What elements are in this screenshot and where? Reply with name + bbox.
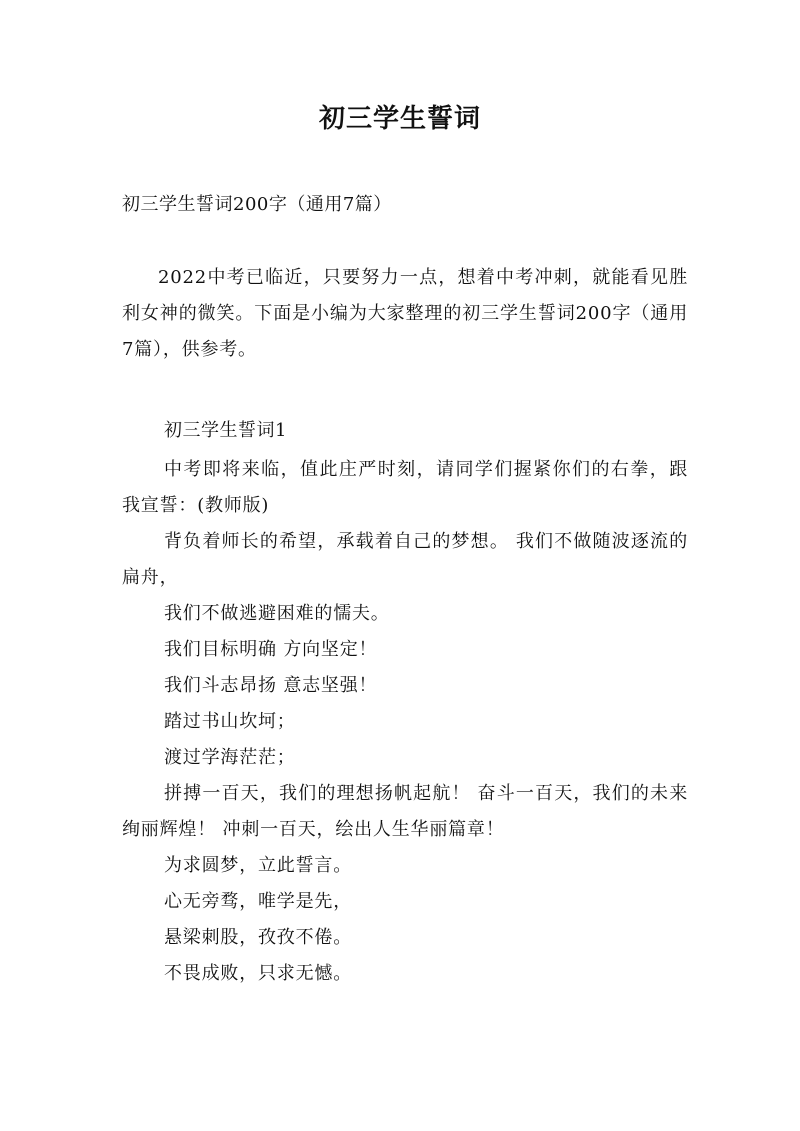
oath-paragraph: 渡过学海茫茫； xyxy=(164,747,296,768)
intro-paragraph: 2022中考已临近，只要努力一点，想着中考冲刺，就能看见胜利女神的微笑。下面是小编为大家整理的初三学生誓词200字（通用7篇），供参考。 xyxy=(122,267,688,360)
oath-body xyxy=(122,452,688,992)
section-heading: 初三学生誓词1 xyxy=(164,420,287,441)
oath-paragraph: 为求圆梦，立此誓言。 xyxy=(164,855,352,876)
oath-paragraph: 我们不做逃避困难的懦夫。 xyxy=(164,603,390,624)
oath-paragraph: 我们目标明确 方向坚定！ xyxy=(164,639,378,660)
oath-paragraph: 我们斗志昂扬 意志坚强！ xyxy=(164,675,378,696)
oath-paragraph: 心无旁骛，唯学是先， xyxy=(164,891,352,912)
document-title: 初三学生誓词 xyxy=(318,104,481,134)
oath-paragraph: 悬梁刺股，孜孜不倦。 xyxy=(164,927,352,948)
oath-paragraph: 拼搏一百天，我们的理想扬帆起航！ 奋斗一百天，我们的未来绚丽辉煌！ 冲刺一百天，绘出人生华丽篇章！ xyxy=(122,783,688,840)
oath-paragraph: 不畏成败，只求无憾。 xyxy=(164,963,352,984)
oath-paragraph: 背负着师长的希望，承载着自己的梦想。 我们不做随波逐流的扁舟， xyxy=(122,531,688,588)
oath-paragraph: 踏过书山坎坷； xyxy=(164,711,296,732)
document-subtitle: 初三学生誓词200字（通用7篇） xyxy=(122,194,392,215)
oath-paragraph: 中考即将来临，值此庄严时刻，请同学们握紧你们的右拳，跟我宣誓：(教师版) xyxy=(122,459,688,516)
